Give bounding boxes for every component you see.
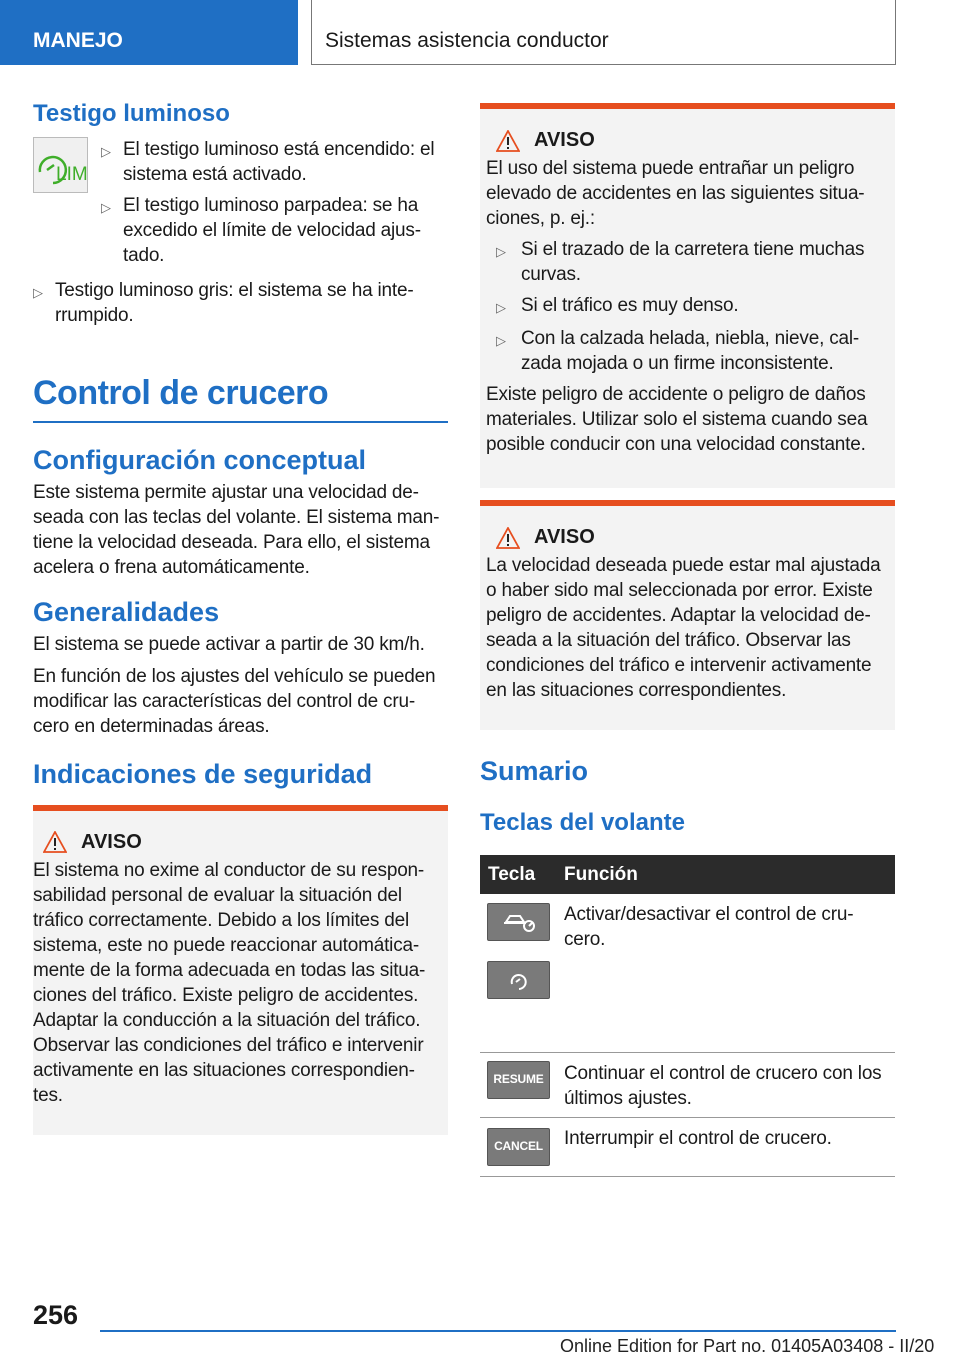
col-key-header: Tecla (480, 855, 556, 894)
general-text-2: En función de los ajustes del vehículo se pueden modificar las características del control de cru-cero en determinadas áreas. (33, 665, 436, 737)
keys-table (480, 855, 895, 1177)
warning-label: AVISO (534, 526, 595, 548)
warning-box (480, 103, 895, 488)
warning-text: La velocidad deseada puede estar mal ajustada o haber sido mal seleccionada por error. Existe peligro de accidentes. Adaptar la velocidad de-seada a la situación del tráfico. Observar las condiciones del tráfico e intervenir activamente en las situaciones correspondientes. (486, 555, 881, 701)
warning-box (480, 500, 895, 730)
bullet-text: El testigo luminoso parpadea: se ha excedido el límite de velocidad ajus-tado. (123, 195, 421, 266)
warning-bullet (496, 326, 887, 376)
warning-text: El sistema no exime al conductor de su respon-sabilidad personal de evaluar la situación del tráfico correctamente. Debido a los límites del sistema, este no puede reaccionar automática-mente de la forma adecuada en todas las situa-ciones del tráfico. Existe peligro de accidentes. Adaptar la conducción a la situación del tráfico. Observar las condiciones del tráfico e intervenir activamente en las situaciones correspondien-tes. (33, 859, 426, 1106)
footer-rule (100, 1330, 896, 1332)
table-header-row (480, 855, 895, 894)
general-text-1: El sistema se puede activar a partir de 30 km/h. (33, 633, 425, 655)
indicator-heading: Testigo luminoso (33, 100, 230, 127)
bullet-text: El testigo luminoso está encendido: el sistema está activado. (123, 139, 435, 185)
function-cell: Continuar el control de crucero con los últimos ajustes. (556, 1052, 895, 1117)
warning-label: AVISO (534, 129, 595, 151)
lim-indicator-icon (33, 137, 88, 193)
bullet-text: Si el trazado de la carretera tiene muchas curvas. (521, 239, 865, 285)
concept-heading: Configuración conceptual (33, 444, 367, 475)
warning-triangle-icon (496, 527, 520, 549)
warning-triangle-icon (43, 831, 67, 853)
table-row (480, 894, 895, 1052)
cancel-key-icon: CANCEL (487, 1128, 550, 1166)
warning-head (486, 129, 887, 152)
function-cell: Activar/desactivar el control de cru-cero. (556, 894, 895, 1052)
triangle-bullet-icon: ▷ (33, 285, 43, 300)
section-tab: MANEJO (0, 0, 298, 65)
cruise-car-icon (487, 903, 550, 941)
warning-bullet (496, 293, 887, 320)
right-column (480, 100, 895, 1177)
warning-head (486, 526, 887, 549)
indicator-bullet (33, 278, 438, 328)
indicator-bullet (101, 137, 441, 187)
cruise-title: Control de crucero (33, 374, 329, 412)
warning-label: AVISO (81, 830, 142, 853)
warning-intro: El uso del sistema puede entrañar un peligro elevado de accidentes en las siguientes situa-ciones, p. ej.: (486, 158, 865, 229)
title-rule (33, 421, 448, 423)
safety-heading: Indicaciones de seguridad (33, 758, 373, 789)
table-row (480, 1052, 895, 1117)
page-number: 256 (33, 1300, 79, 1330)
triangle-bullet-icon: ▷ (496, 244, 506, 259)
warning-box (33, 805, 448, 1135)
footer-edition: Online Edition for Part no. 01405A03408 - II/20 (560, 1336, 935, 1356)
general-heading: Generalidades (33, 596, 220, 627)
bullet-text: Testigo luminoso gris: el sistema se ha inte-rrumpido. (55, 280, 414, 326)
lim-label: LIM (56, 164, 88, 185)
triangle-bullet-icon: ▷ (496, 300, 506, 315)
triangle-bullet-icon: ▷ (101, 200, 111, 215)
indicator-block (33, 137, 448, 268)
col-function-header: Función (556, 855, 895, 894)
cruise-gauge-icon (487, 961, 550, 999)
summary-subheading: Teclas del volante (480, 809, 685, 836)
table-row (480, 1117, 895, 1176)
indicator-bullet (101, 193, 441, 268)
header-title: Sistemas asistencia conductor (325, 29, 609, 52)
function-cell: Interrumpir el control de crucero. (556, 1117, 895, 1176)
warning-bullet (496, 237, 887, 287)
left-column (33, 100, 448, 1135)
warning-triangle-icon (496, 130, 520, 152)
bullet-text: Con la calzada helada, niebla, nieve, cal-zada mojada o un firme inconsistente. (521, 328, 860, 374)
resume-key-icon: RESUME (487, 1061, 550, 1099)
warning-head (33, 831, 440, 854)
bullet-text: Si el tráfico es muy denso. (521, 295, 739, 316)
warning-outro: Existe peligro de accidente o peligro de daños materiales. Utilizar solo el sistema cuando sea posible conducir con una velocidad constante. (486, 384, 868, 455)
triangle-bullet-icon: ▷ (496, 333, 506, 348)
summary-heading: Sumario (480, 756, 589, 786)
triangle-bullet-icon: ▷ (101, 144, 111, 159)
concept-text: Este sistema permite ajustar una velocidad de-seada con las teclas del volante. El sistema man-tiene la velocidad deseada. Para ello, el sistema acelera o frena automáticamente. (33, 481, 440, 578)
